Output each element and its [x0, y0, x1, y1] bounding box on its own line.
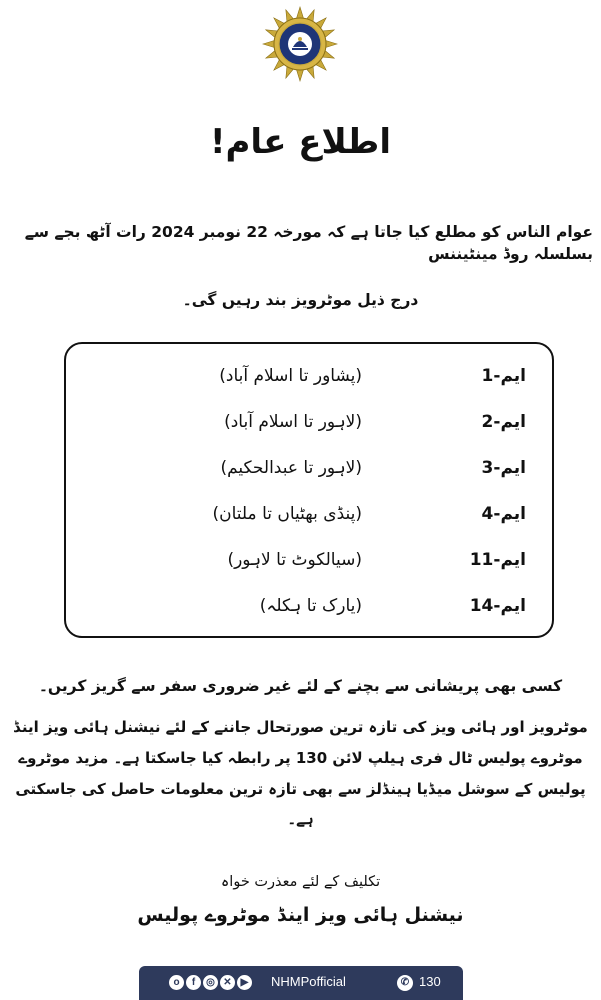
motorway-route: (لاہور تا عبدالحکیم): [220, 458, 362, 478]
social-icons: [169, 975, 252, 991]
nhmp-logo: [262, 6, 338, 82]
instagram-icon[interactable]: ◎: [203, 975, 218, 990]
social-o-icon[interactable]: o: [169, 975, 184, 990]
motorway-code: ایم-2: [481, 412, 526, 432]
motorway-code: ایم-1: [481, 366, 526, 386]
closure-row: [66, 402, 552, 442]
closure-row: [66, 448, 552, 488]
social-footer-bar: [139, 966, 463, 1000]
signature-text: نیشنل ہائی ویز اینڈ موٹروے پولیس: [137, 904, 464, 926]
closure-row: [66, 540, 552, 580]
helpline-number[interactable]: 130: [419, 974, 441, 989]
social-handle[interactable]: NHMPofficial: [271, 974, 346, 989]
motorway-code: ایم-14: [469, 596, 526, 616]
motorway-route: (یارک تا ہکلہ): [259, 596, 362, 616]
motorway-code: ایم-11: [469, 550, 526, 570]
closure-row: [66, 586, 552, 626]
youtube-icon[interactable]: ▶: [237, 975, 252, 990]
x-twitter-icon[interactable]: ✕: [220, 975, 235, 990]
motorway-route: (سیالکوٹ تا لاہور): [227, 550, 362, 570]
regret-text: تکلیف کے لئے معذرت خواہ: [220, 874, 381, 890]
motorway-code: ایم-4: [481, 504, 526, 524]
motorway-route: (پشاور تا اسلام آباد): [219, 366, 362, 386]
advice-text: کسی بھی پریشانی سے بچنے کے لئے غیر ضروری سفر سے گریز کریں۔: [38, 677, 563, 695]
motorway-route: (لاہور تا اسلام آباد): [224, 412, 362, 432]
helpline-phone-icon: ✆: [397, 975, 413, 991]
motorway-route: (پنڈی بھٹیاں تا ملتان): [212, 504, 362, 524]
intro-line-1: عوام الناس کو مطلع کیا جاتا ہے کہ مورخہ 22 نومبر 2024 رات آٹھ بجے سے بسلسلہ روڈ مینٹیننس: [24, 223, 593, 263]
closures-box: [64, 342, 554, 638]
page-title: اطلاع عام!: [210, 122, 391, 162]
closure-row: [66, 494, 552, 534]
police-badge-icon: [262, 6, 338, 82]
facebook-icon[interactable]: f: [186, 975, 201, 990]
closure-row: [66, 356, 552, 396]
intro-line-2: درج ذیل موٹرویز بند رہیں گی۔: [182, 291, 419, 309]
motorway-code: ایم-3: [481, 458, 526, 478]
helpline-info-text: موٹرویز اور ہائی ویز کی تازہ ترین صورتحال جاننے کے لئے نیشنل ہائی ویز اینڈ موٹروے پولیس ٹال فری ہیلپ لائن 130 پر رابطہ کیا جاسکتا ہے۔ مزید موٹروے پولیس کے سوشل میڈیا ہینڈلز سے بھی تازہ ترین معلومات حاصل کی جاسکتی ہے۔: [13, 718, 588, 829]
